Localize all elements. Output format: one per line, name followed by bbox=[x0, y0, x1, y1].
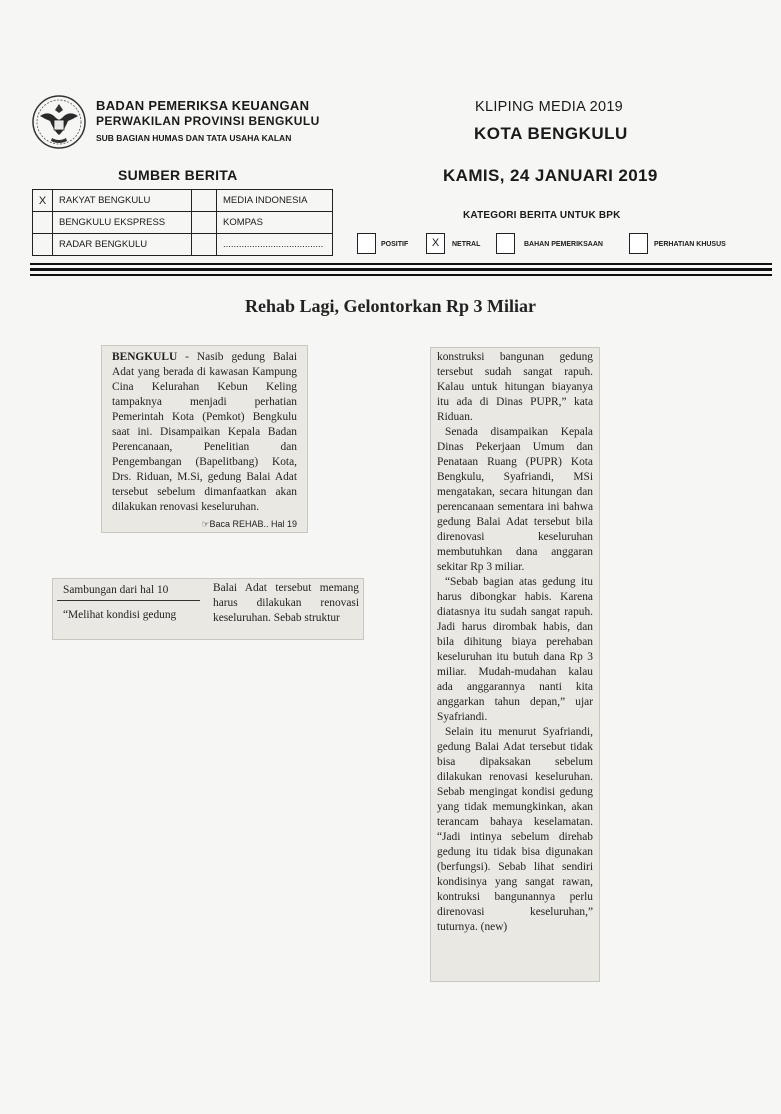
source-row bbox=[33, 234, 333, 256]
source-name: ...................................... bbox=[217, 234, 333, 256]
source-name: MEDIA INDONESIA bbox=[217, 190, 333, 212]
category-checkbox bbox=[629, 233, 648, 254]
source-check bbox=[192, 234, 217, 256]
continuation-clipping bbox=[52, 578, 364, 640]
kliping-title: KLIPING MEDIA 2019 bbox=[475, 99, 624, 115]
continuation-quote: “Melihat kondisi gedung bbox=[63, 609, 177, 621]
source-name: RADAR BENGKULU bbox=[53, 234, 192, 256]
lead-clipping bbox=[101, 345, 308, 533]
source-name: BENGKULU EKSPRESS bbox=[53, 212, 192, 234]
org-subdivision: SUB BAGIAN HUMAS DAN TATA USAHA KALAN bbox=[96, 133, 292, 143]
source-row bbox=[33, 190, 333, 212]
source-table bbox=[32, 189, 333, 256]
category-label: PERHATIAN KHUSUS bbox=[654, 241, 726, 248]
continue-reference: ☞Baca REHAB.. Hal 19 bbox=[201, 519, 297, 529]
dateline: BENGKULU bbox=[112, 351, 178, 363]
article-paragraph: Selain itu menurut Syafriandi, gedung Balai Adat tersebut tidak bisa dipaksakan sebelum dilakukan renovasi keseluruhan. Sebab mengingat kondisi gedung yang tidak memungkinkan, akan terancam bahaya keselamatan. “Jadi intinya sebelum direhab gedung itu tidak bisa digunakan (berfungsi). Sebab lihat sendiri kondisinya yang sangat rawan, kontruksi bangunannya perlu direnovasi keseluruhan,” tuturnya. (new) bbox=[437, 726, 593, 933]
source-check bbox=[192, 212, 217, 234]
category-checkbox bbox=[357, 233, 376, 254]
continuation-rule bbox=[57, 600, 200, 601]
source-check bbox=[33, 212, 53, 234]
article-paragraph: Senada disampaikan Kepala Dinas Pekerjaan Umum dan Penataan Ruang (PUPR) Kota Bengkulu, Syafriandi, MSi mengatakan, secara hitungan dan perencanaan sementara ini bahwa gedung Balai Adat tersebut bila direnovasi keseluruhan membutuhkan dana anggaran sekitar Rp 3 miliar. bbox=[437, 426, 593, 573]
lead-text: - Nasib gedung Balai Adat yang berada di kawasan Kampung Cina Kelurahan Kebun Keling tampaknya menjadi perhatian Pemerintah Kota (Pemkot) Bengkulu saat ini. Disampaikan Kepala Badan Perencanaan, Penelitian dan Pengembangan (Bapelitbang) Kota, Drs. Riduan, M.Si, gedung Balai Adat tersebut sebelum dimanfaatkan akan dilakukan renovasi keseluruhan. bbox=[112, 351, 297, 513]
date-heading: KAMIS, 24 JANUARI 2019 bbox=[443, 166, 658, 185]
article-column bbox=[430, 347, 600, 982]
article-paragraph: “Sebab bagian atas gedung itu harus dibongkar habis. Karena diatasnya itu sudah sangat rapuh. Jadi harus dirombak habis, dan bila dihitung biaya perehaban keseluruhan itu butuh dana Rp 3 miliar. Mudah-mudahan kalau ada anggarannya nanti kita anggarkan tahun depan,” ujar Syafriandi. bbox=[437, 576, 593, 723]
org-name: BADAN PEMERIKSA KEUANGAN bbox=[96, 98, 310, 113]
source-name: RAKYAT BENGKULU bbox=[53, 190, 192, 212]
category-checkbox bbox=[496, 233, 515, 254]
source-check bbox=[192, 190, 217, 212]
divider bbox=[30, 274, 772, 276]
garuda-logo-icon bbox=[30, 92, 88, 154]
source-check bbox=[33, 234, 53, 256]
article-paragraph: konstruksi bangunan gedung tersebut sudah sangat rapuh. Kalau untuk hitungan biayanya itu ada di Dinas PUPR,” kata Riduan. bbox=[437, 351, 593, 423]
category-heading: KATEGORI BERITA UNTUK BPK bbox=[463, 210, 621, 221]
divider bbox=[30, 268, 772, 271]
org-branch: PERWAKILAN PROVINSI BENGKULU bbox=[96, 114, 320, 128]
divider bbox=[30, 263, 772, 265]
source-name: KOMPAS bbox=[217, 212, 333, 234]
continuation-text: Balai Adat tersebut memang harus dilakukan renovasi keseluruhan. Sebab struktur bbox=[213, 582, 359, 624]
continuation-label: Sambungan dari hal 10 bbox=[63, 584, 169, 596]
category-label: BAHAN PEMERIKSAAN bbox=[524, 241, 603, 248]
source-row bbox=[33, 212, 333, 234]
category-label: POSITIF bbox=[381, 241, 409, 248]
article-headline: Rehab Lagi, Gelontorkan Rp 3 Miliar bbox=[244, 296, 536, 316]
city-title: KOTA BENGKULU bbox=[474, 124, 628, 143]
category-label: NETRAL bbox=[452, 241, 481, 248]
source-heading: SUMBER BERITA bbox=[118, 167, 238, 183]
category-checkbox: X bbox=[426, 233, 445, 254]
source-check: X bbox=[33, 190, 53, 212]
